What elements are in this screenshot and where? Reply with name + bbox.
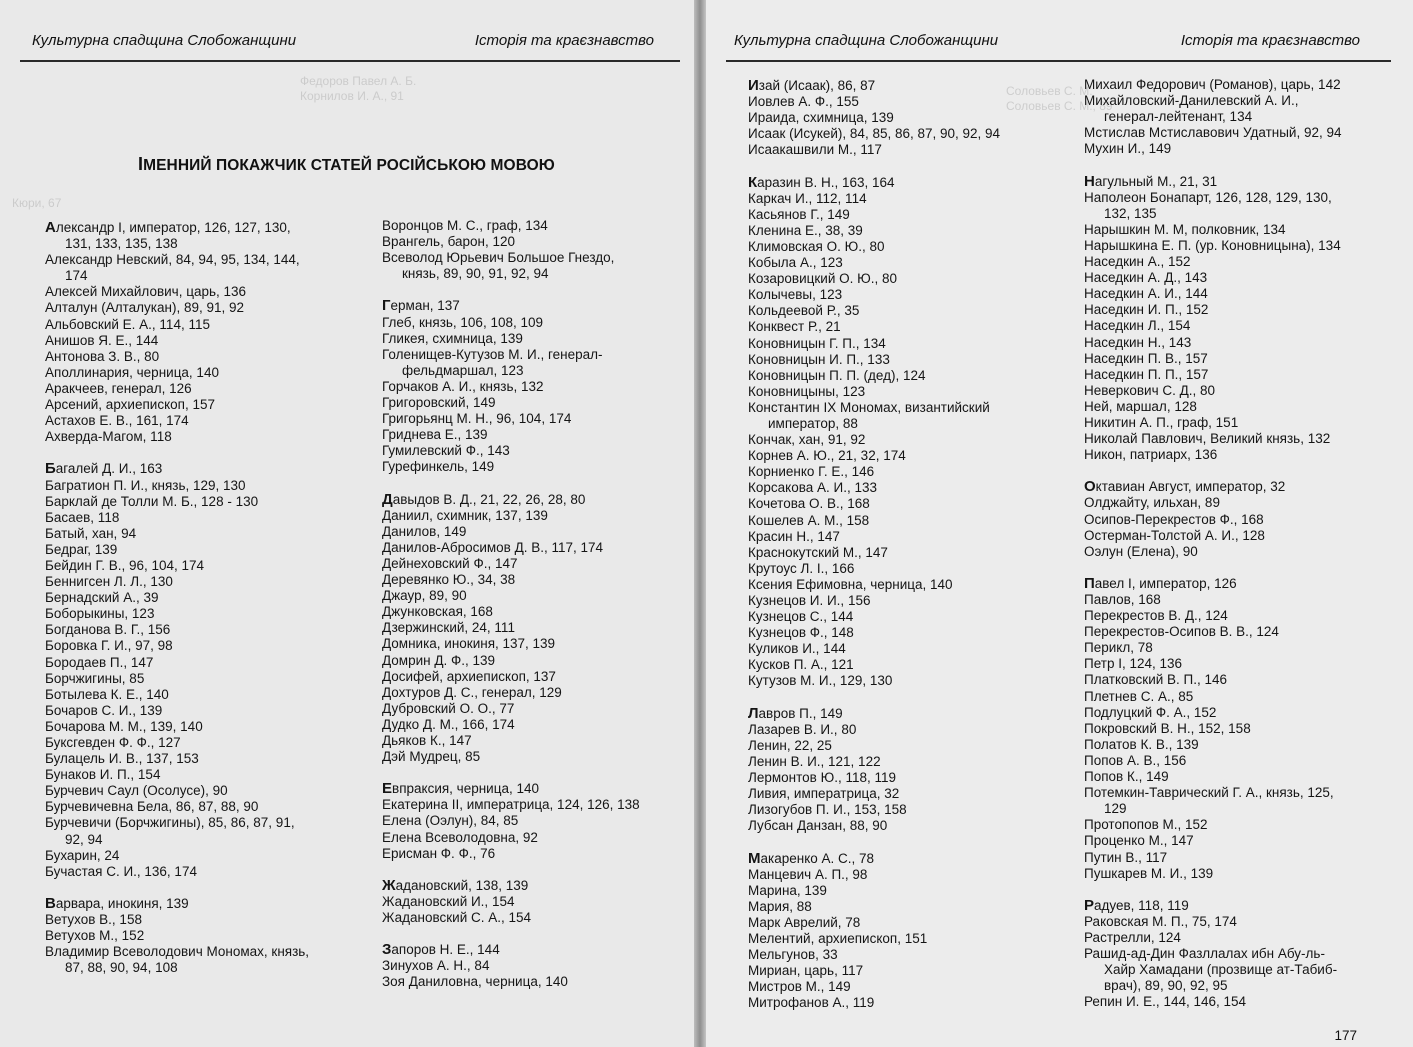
index-entry: Аполлинария, черница, 140 — [45, 364, 219, 380]
letter-initial: Ж — [382, 876, 396, 894]
letter-initial: П — [1084, 574, 1095, 592]
index-entry: Бернадский А., 39 — [45, 590, 159, 606]
index-entry: Растрелли, 124 — [1084, 929, 1181, 945]
index-entry: Лубсан Данзан, 88, 90 — [748, 818, 888, 834]
index-entry: Наседкин П. П., 157 — [1084, 366, 1209, 382]
index-entry: Багратион П. И., князь, 129, 130 — [45, 477, 246, 493]
left-header-title: Культурна спадщина Слобожанщини — [32, 32, 297, 49]
index-entry: Бурчевичи (Борчжигины), 85, 86, 87, 91, — [45, 815, 295, 831]
index-entry: Ахверда-Магом, 118 — [45, 429, 172, 445]
index-entry: Дзержинский, 24, 111 — [382, 620, 515, 636]
index-entry: Алексей Михайлович, царь, 136 — [45, 284, 247, 300]
right-header-section: Історія та краєзнавство — [1180, 32, 1360, 49]
index-entry: Александр Невский, 84, 94, 95, 134, 144, — [45, 252, 300, 268]
index-entry: Воронцов М. С., граф, 134 — [382, 218, 548, 233]
index-entry: Дэй Мудрец, 85 — [382, 749, 481, 765]
index-entry: Раковская М. П., 75, 174 — [1084, 913, 1237, 929]
index-entry: Дубровский О. О., 77 — [382, 700, 515, 716]
index-entry-continuation: фельдмаршал, 123 — [402, 362, 524, 378]
index-entry: Кутузов М. И., 129, 130 — [748, 673, 893, 689]
index-entry: Николай Павлович, Великий князь, 132 — [1084, 431, 1331, 447]
index-gap — [382, 282, 640, 298]
index-title: ІМЕННИЙ ПОКАЖЧИК СТАТЕЙ РОСІЙСЬКОЮ МОВОЮ — [138, 154, 555, 174]
index-entry: Гумилевский Ф., 143 — [382, 443, 510, 459]
index-entry-continuation: врач), 89, 90, 92, 95 — [1104, 978, 1228, 994]
show-through-text: Соловьев С. М. Соловьев С. М., 89 — [1006, 84, 1113, 113]
show-through-text: Федоров Павел А. Б. Корнилов И. А., 91 — [300, 74, 417, 103]
index-entry: Григоровский, 149 — [382, 395, 496, 411]
index-entry: Бунаков И. П., 154 — [45, 767, 161, 783]
index-entry: Глеб, князь, 106, 108, 109 — [382, 314, 543, 330]
index-entry: Гликея, схимница, 139 — [382, 330, 523, 346]
index-entry: Домрин Д. Ф., 139 — [382, 652, 496, 668]
index-entry: Попов А. В., 156 — [1084, 752, 1187, 768]
index-entry: Бурчевичевна Бела, 86, 87, 88, 90 — [45, 799, 259, 815]
index-entry: Багалей Д. И., 163 — [45, 460, 163, 478]
index-entry: Всеволод Юрьевич Большое Гнездо, — [382, 250, 615, 266]
index-entry: Никон, патриарх, 136 — [1084, 447, 1218, 463]
index-entry: Марина, 139 — [748, 882, 827, 898]
index-entry: Кленина Е., 38, 39 — [748, 222, 863, 238]
index-entry: Бурчевич Саул (Осолусе), 90 — [45, 783, 228, 799]
letter-initial: Е — [382, 780, 393, 798]
index-entry: Елена (Оэлун), 84, 85 — [382, 813, 519, 829]
index-entry: Наседкин А. Д., 143 — [1084, 270, 1208, 286]
index-entry: Ерисман Ф. Ф., 76 — [382, 845, 496, 861]
index-entry: Нагульный М., 21, 31 — [1084, 172, 1218, 190]
index-entry: Богданова В. Г., 156 — [45, 622, 171, 638]
index-entry: Корниенко Г. Е., 146 — [748, 464, 875, 480]
index-column-left-1 — [45, 220, 309, 976]
index-entry: Пушкарев М. И., 139 — [1084, 865, 1214, 881]
index-entry: Запоров Н. Е., 144 — [382, 941, 500, 959]
index-gap — [1084, 463, 1342, 479]
letter-initial: Д — [382, 490, 393, 508]
index-entry: Ксения Ефимовна, черница, 140 — [748, 576, 953, 592]
index-column-left-2 — [382, 218, 640, 991]
index-entry: Исаакашвили М., 117 — [748, 142, 882, 158]
index-gap — [45, 880, 309, 896]
index-entry: Рашид-ад-Дин Фазллалах ибн Абу-ль- — [1084, 946, 1325, 962]
index-gap — [1084, 560, 1342, 576]
index-entry: Потемкин-Таврический Г. А., князь, 125, — [1084, 785, 1334, 801]
letter-initial: Р — [1084, 896, 1095, 914]
left-page — [0, 0, 694, 1047]
index-entry: Нарышкина Е. П. (ур. Коновницына), 134 — [1084, 237, 1341, 253]
index-entry: Изай (Исаак), 86, 87 — [748, 77, 876, 94]
index-entry: Гриднева Е., 139 — [382, 427, 488, 443]
index-entry: Протопопов М., 152 — [1084, 817, 1208, 833]
index-entry: Полатов К. В., 139 — [1084, 736, 1199, 752]
index-entry: Колычевы, 123 — [748, 287, 843, 303]
index-entry: Григорьянц М. Н., 96, 104, 174 — [382, 411, 572, 427]
index-entry: Радуев, 118, 119 — [1084, 896, 1189, 914]
index-entry: Алталун (Алталукан), 89, 91, 92 — [45, 300, 245, 316]
letter-initial: Б — [45, 460, 56, 478]
index-entry: Лермонтов Ю., 118, 119 — [748, 770, 897, 786]
index-entry: Плетнев С. А., 85 — [1084, 688, 1194, 704]
index-entry: Анишов Я. Е., 144 — [45, 332, 159, 348]
index-entry: Домника, инокиня, 137, 139 — [382, 636, 556, 652]
index-entry: Путин В., 117 — [1084, 849, 1168, 865]
index-entry: Марк Аврелий, 78 — [748, 914, 861, 930]
index-entry: Батый, хан, 94 — [45, 525, 137, 541]
index-entry: Бородаев П., 147 — [45, 654, 154, 670]
index-gap — [748, 158, 1000, 174]
index-entry: Барклай де Толли М. Б., 128 - 130 — [45, 493, 259, 509]
index-entry: Арсений, архиепископ, 157 — [45, 397, 215, 413]
letter-initial: Н — [1084, 172, 1095, 190]
index-entry: Никитин А. П., граф, 151 — [1084, 414, 1239, 430]
index-entry: Павлов, 168 — [1084, 592, 1161, 607]
index-entry: Ливия, императрица, 32 — [748, 786, 900, 802]
index-entry: Кусков П. А., 121 — [748, 657, 854, 673]
index-entry: Попов К., 149 — [1084, 769, 1169, 785]
index-entry: Дьяков К., 147 — [382, 733, 472, 748]
index-entry: Жадановский С. А., 154 — [382, 910, 532, 926]
index-entry: Михаил Федорович (Романов), царь, 142 — [1084, 77, 1341, 92]
index-entry: Красин Н., 147 — [748, 528, 840, 544]
left-header-section: Історія та краєзнавство — [474, 32, 654, 49]
index-entry: Константин IX Мономах, византийский — [748, 399, 990, 415]
index-entry: Покровский В. Н., 152, 158 — [1084, 720, 1251, 736]
index-entry: Голенищев-Кутузов М. И., генерал- — [382, 346, 603, 362]
index-gap — [382, 476, 640, 492]
index-entry: Корсакова А. И., 133 — [748, 480, 877, 496]
index-entry: Данилов, 149 — [382, 523, 467, 539]
index-entry: Джаур, 89, 90 — [382, 588, 467, 604]
index-entry: Кончак, хан, 91, 92 — [748, 432, 866, 448]
index-entry: Перекрестов В. Д., 124 — [1084, 608, 1228, 624]
index-entry-continuation: генерал-лейтенант, 134 — [1104, 109, 1253, 125]
index-entry: Кошелев А. М., 158 — [748, 512, 870, 528]
index-entry: Коновницын Г. П., 134 — [748, 335, 886, 351]
index-entry: Александр I, император, 126, 127, 130, — [45, 219, 291, 236]
index-entry: Подлуцкий Ф. А., 152 — [1084, 704, 1217, 720]
letter-initial: З — [382, 941, 392, 959]
index-entry: Даниил, схимник, 137, 139 — [382, 507, 548, 523]
index-entry: Остерман-Толстой А. И., 128 — [1084, 527, 1265, 543]
index-entry: Климовская О. Ю., 80 — [748, 238, 885, 254]
index-entry: Горчаков А. И., князь, 132 — [382, 378, 544, 394]
index-entry: Буксгевден Ф. Ф., 127 — [45, 735, 181, 750]
index-entry: Нарышкин М. М, полковник, 134 — [1084, 221, 1286, 237]
letter-initial: К — [748, 173, 758, 191]
index-entry: Наседкин А. И., 144 — [1084, 286, 1208, 302]
index-entry-continuation: 132, 135 — [1104, 205, 1157, 221]
index-entry: Герман, 137 — [382, 297, 460, 315]
index-entry: Перекрестов-Осипов В. В., 124 — [1084, 624, 1279, 640]
index-entry: Бочаров С. И., 139 — [45, 702, 163, 718]
index-entry: Платковский В. П., 146 — [1084, 672, 1228, 688]
index-entry: Мелентий, архиепископ, 151 — [748, 930, 928, 946]
index-entry: Зоя Даниловна, черница, 140 — [382, 974, 568, 990]
letter-initial: Г — [382, 297, 391, 315]
index-entry: Коновницын П. П. (дед), 124 — [748, 367, 926, 383]
show-through-text: Кюри, 67 — [12, 196, 62, 210]
index-entry: Митрофанов А., 119 — [748, 995, 875, 1011]
index-entry: Наседкин П. В., 157 — [1084, 350, 1208, 366]
index-entry: Варвара, инокиня, 139 — [45, 894, 189, 912]
index-entry: Лавров П., 149 — [748, 704, 843, 722]
index-entry: Ленин, 22, 25 — [748, 737, 832, 753]
index-entry: Каркач И., 112, 114 — [748, 190, 867, 206]
index-entry: Куликов И., 144 — [748, 641, 846, 657]
index-entry: Корнев А. Ю., 21, 32, 174 — [748, 448, 906, 464]
index-entry: Коновницын И. П., 133 — [748, 351, 890, 367]
index-entry: Ираида, схимница, 139 — [748, 110, 894, 126]
index-entry-continuation: Хайр Хамадани (прозвище ат-Табиб- — [1104, 962, 1338, 978]
index-entry: Владимир Всеволодович Мономах, князь, — [45, 944, 310, 960]
index-gap — [45, 445, 309, 461]
index-entry: Проценко М., 147 — [1084, 833, 1194, 849]
index-entry: Дохтуров Д. С., генерал, 129 — [382, 684, 562, 700]
header-rule — [20, 60, 680, 62]
index-entry: Лазарев В. И., 80 — [748, 721, 857, 737]
index-entry: Жадановский И., 154 — [382, 893, 515, 909]
index-entry: Петр I, 124, 136 — [1084, 656, 1183, 672]
letter-initial: Л — [748, 704, 759, 722]
index-entry: Бедраг, 139 — [45, 541, 118, 557]
right-page — [706, 0, 1413, 1047]
index-entry: Козаровицкий О. Ю., 80 — [748, 271, 898, 287]
index-entry: Кузнецов С., 144 — [748, 609, 854, 625]
index-entry: Наседкин Н., 143 — [1084, 334, 1192, 350]
index-gap — [748, 834, 1000, 850]
index-entry: Перикл, 78 — [1084, 640, 1153, 656]
index-gap — [748, 690, 1000, 706]
index-gap — [382, 765, 640, 781]
index-entry-continuation: император, 88 — [768, 415, 858, 431]
index-entry: Бейдин Г. В., 96, 104, 174 — [45, 557, 205, 573]
index-entry: Михайловский-Данилевский А. И., — [1084, 93, 1299, 109]
index-entry: Краснокутский М., 147 — [748, 544, 888, 560]
index-entry: Коновницыны, 123 — [748, 383, 866, 399]
index-entry: Данилов-Абросимов Д. В., 117, 174 — [382, 539, 604, 555]
index-entry: Мельгунов, 33 — [748, 947, 838, 963]
index-entry: Мистров М., 149 — [748, 979, 851, 995]
index-entry: Бучастая С. И., 136, 174 — [45, 863, 197, 879]
index-entry: Наполеон Бонапарт, 126, 128, 129, 130, — [1084, 189, 1332, 205]
index-entry: Альбовский Е. А., 114, 115 — [45, 316, 210, 332]
index-entry: Репин И. Е., 144, 146, 154 — [1084, 994, 1247, 1010]
index-entry: Ней, маршал, 128 — [1084, 398, 1197, 414]
index-entry: Бухарин, 24 — [45, 847, 120, 863]
index-entry: Боборыкины, 123 — [45, 606, 155, 622]
index-entry: Дудко Д. М., 166, 174 — [382, 716, 515, 732]
index-entry-continuation: 92, 94 — [65, 831, 103, 847]
page-number: 177 — [1334, 1028, 1357, 1043]
index-gap — [382, 926, 640, 942]
index-entry: Досифей, архиепископ, 137 — [382, 668, 556, 684]
index-entry: Врангель, барон, 120 — [382, 234, 516, 250]
index-entry: Наседкин А., 152 — [1084, 254, 1191, 270]
index-entry-continuation: 87, 88, 90, 94, 108 — [65, 960, 178, 976]
index-entry: Павел I, император, 126 — [1084, 574, 1237, 592]
index-entry: Аракчеев, генерал, 126 — [45, 380, 192, 396]
letter-initial: А — [45, 219, 56, 236]
index-entry: Наседкин Л., 154 — [1084, 318, 1191, 334]
index-entry: Кобыла А., 123 — [748, 255, 843, 271]
index-entry: Евпраксия, черница, 140 — [382, 780, 539, 798]
index-gap — [382, 862, 640, 878]
book-gutter — [694, 0, 706, 1047]
index-entry: Мстислав Мстиславович Удатный, 92, 94 — [1084, 125, 1342, 141]
right-header-title: Культурна спадщина Слобожанщини — [734, 32, 999, 49]
index-entry: Елена Всеволодовна, 92 — [382, 829, 538, 845]
index-entry: Ленин В. И., 121, 122 — [748, 753, 881, 769]
index-entry: Ботылева К. Е., 140 — [45, 686, 169, 702]
index-entry: Кочетова О. В., 168 — [748, 496, 870, 512]
index-entry: Астахов Е. В., 161, 174 — [45, 413, 189, 429]
index-entry: Наседкин И. П., 152 — [1084, 302, 1209, 318]
index-entry: Борчжигины, 85 — [45, 670, 145, 686]
index-entry: Екатерина II, императрица, 124, 126, 138 — [382, 797, 640, 813]
letter-initial: В — [45, 894, 56, 912]
letter-initial: О — [1084, 478, 1096, 496]
index-entry: Гурефинкель, 149 — [382, 459, 495, 475]
index-gap — [1084, 882, 1342, 898]
index-entry: Мириан, царь, 117 — [748, 963, 864, 979]
index-entry: Дейнеховский Ф., 147 — [382, 555, 518, 571]
index-entry: Мухин И., 149 — [1084, 141, 1172, 157]
index-entry: Боровка Г. И., 97, 98 — [45, 638, 173, 654]
index-entry: Беннигсен Л. Л., 130 — [45, 574, 173, 590]
index-entry: Кольдеевой Р., 35 — [748, 303, 860, 319]
index-entry: Касьянов Г., 149 — [748, 206, 850, 222]
index-gap — [1084, 157, 1342, 173]
index-entry: Антонова З. В., 80 — [45, 348, 160, 364]
index-entry: Неверкович С. Д., 80 — [1084, 382, 1216, 398]
index-entry: Оэлун (Елена), 90 — [1084, 543, 1198, 559]
index-entry: Ветухов В., 158 — [45, 912, 142, 928]
index-entry: Лизогубов П. И., 153, 158 — [748, 802, 907, 818]
index-column-right-1 — [748, 78, 1000, 1011]
letter-initial: М — [748, 849, 761, 867]
index-entry: Манцевич А. П., 98 — [748, 866, 868, 882]
index-entry: Каразин В. Н., 163, 164 — [748, 173, 895, 191]
index-entry: Джунковская, 168 — [382, 604, 493, 620]
index-entry-continuation: 131, 133, 135, 138 — [65, 236, 178, 252]
index-entry: Ветухов М., 152 — [45, 928, 145, 944]
index-entry: Октавиан Август, император, 32 — [1084, 478, 1286, 496]
index-entry: Осипов-Перекрестов Ф., 168 — [1084, 511, 1264, 527]
letter-initial: И — [748, 77, 759, 94]
index-entry-continuation: 174 — [65, 268, 88, 284]
index-entry: Олджайту, ильхан, 89 — [1084, 495, 1220, 511]
index-entry: Булацель И. В., 137, 153 — [45, 751, 199, 767]
index-entry: Деревянко Ю., 34, 38 — [382, 572, 516, 588]
index-entry: Исаак (Исукей), 84, 85, 86, 87, 90, 92, 94 — [748, 126, 1001, 142]
header-rule — [726, 60, 1391, 62]
index-entry: Иовлев А. Ф., 155 — [748, 94, 859, 110]
index-entry: Жадановский, 138, 139 — [382, 876, 529, 894]
index-entry: Кузнецов Ф., 148 — [748, 625, 854, 641]
index-entry: Макаренко А. С., 78 — [748, 849, 875, 867]
index-entry-continuation: 129 — [1104, 801, 1127, 817]
index-entry: Басаев, 118 — [45, 509, 120, 525]
index-entry: Кузнецов И. И., 156 — [748, 593, 871, 608]
index-entry-continuation: князь, 89, 90, 91, 92, 94 — [402, 266, 549, 282]
index-entry: Конквест Р., 21 — [748, 319, 841, 335]
index-entry: Бочарова М. М., 139, 140 — [45, 718, 203, 734]
index-entry: Зинухов А. Н., 84 — [382, 958, 490, 974]
index-entry: Давыдов В. Д., 21, 22, 26, 28, 80 — [382, 490, 586, 508]
index-column-right-2 — [1084, 77, 1342, 1010]
index-entry: Крутоус Л. І., 166 — [748, 560, 855, 576]
index-entry: Мария, 88 — [748, 898, 812, 914]
